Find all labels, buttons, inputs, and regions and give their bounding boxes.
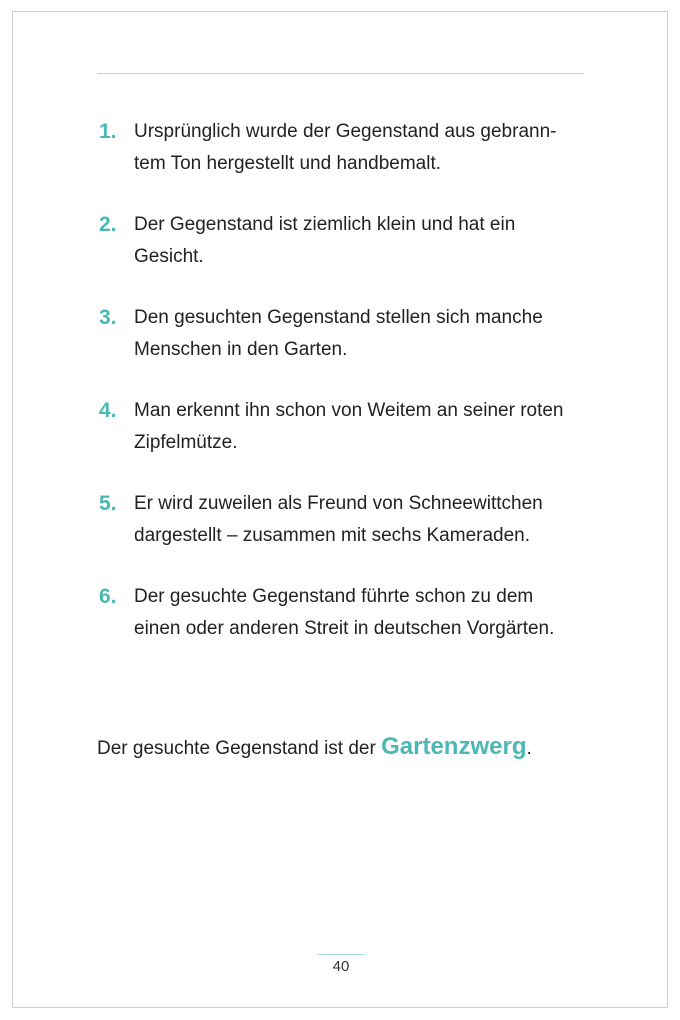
clue-line: Gesicht.	[134, 246, 204, 267]
clue-line: Der Gegenstand ist ziemlich klein und hat ein	[134, 214, 516, 235]
clue-line: einen oder anderen Streit in deutschen Vorgärten.	[134, 618, 555, 639]
list-item	[97, 209, 597, 302]
top-divider	[97, 73, 584, 74]
clue-line: Den gesuchten Gegenstand stellen sich manche	[134, 307, 543, 328]
clue-list	[97, 116, 597, 674]
clue-text	[134, 581, 604, 645]
answer-prefix: Der gesuchte Gegenstand ist der	[97, 738, 382, 759]
clue-line: Ursprünglich wurde der Gegenstand aus gebrann-	[134, 121, 557, 142]
clue-line: tem Ton hergestellt und handbemalt.	[134, 153, 442, 174]
list-item	[97, 488, 597, 581]
clue-number: 4.	[99, 399, 117, 422]
clue-line: Er wird zuweilen als Freund von Schneewittchen	[134, 493, 543, 514]
clue-number: 3.	[99, 306, 117, 329]
clue-text	[134, 209, 604, 273]
clue-line: Man erkennt ihn schon von Weitem an seiner roten	[134, 400, 564, 421]
list-item	[97, 581, 597, 674]
list-item	[97, 395, 597, 488]
clue-number: 2.	[99, 213, 117, 236]
clue-line: dargestellt – zusammen mit sechs Kameraden.	[134, 525, 531, 546]
list-item	[97, 302, 597, 395]
answer-word: Gartenzwerg	[381, 733, 527, 760]
clue-text	[134, 116, 604, 180]
list-item	[97, 116, 597, 209]
clue-number: 6.	[99, 585, 117, 608]
clue-text	[134, 395, 604, 459]
book-page	[12, 11, 668, 1008]
clue-line: Zipfelmütze.	[134, 432, 238, 453]
clue-number: 5.	[99, 492, 117, 515]
clue-number: 1.	[99, 120, 117, 143]
clue-line: Menschen in den Garten.	[134, 339, 348, 360]
page-number: 40	[332, 958, 350, 975]
footer-divider	[317, 954, 365, 955]
clue-line: Der gesuchte Gegenstand führte schon zu dem	[134, 586, 534, 607]
answer-suffix: .	[526, 738, 532, 759]
answer-sentence	[97, 731, 637, 765]
clue-text	[134, 302, 604, 366]
clue-text	[134, 488, 604, 552]
